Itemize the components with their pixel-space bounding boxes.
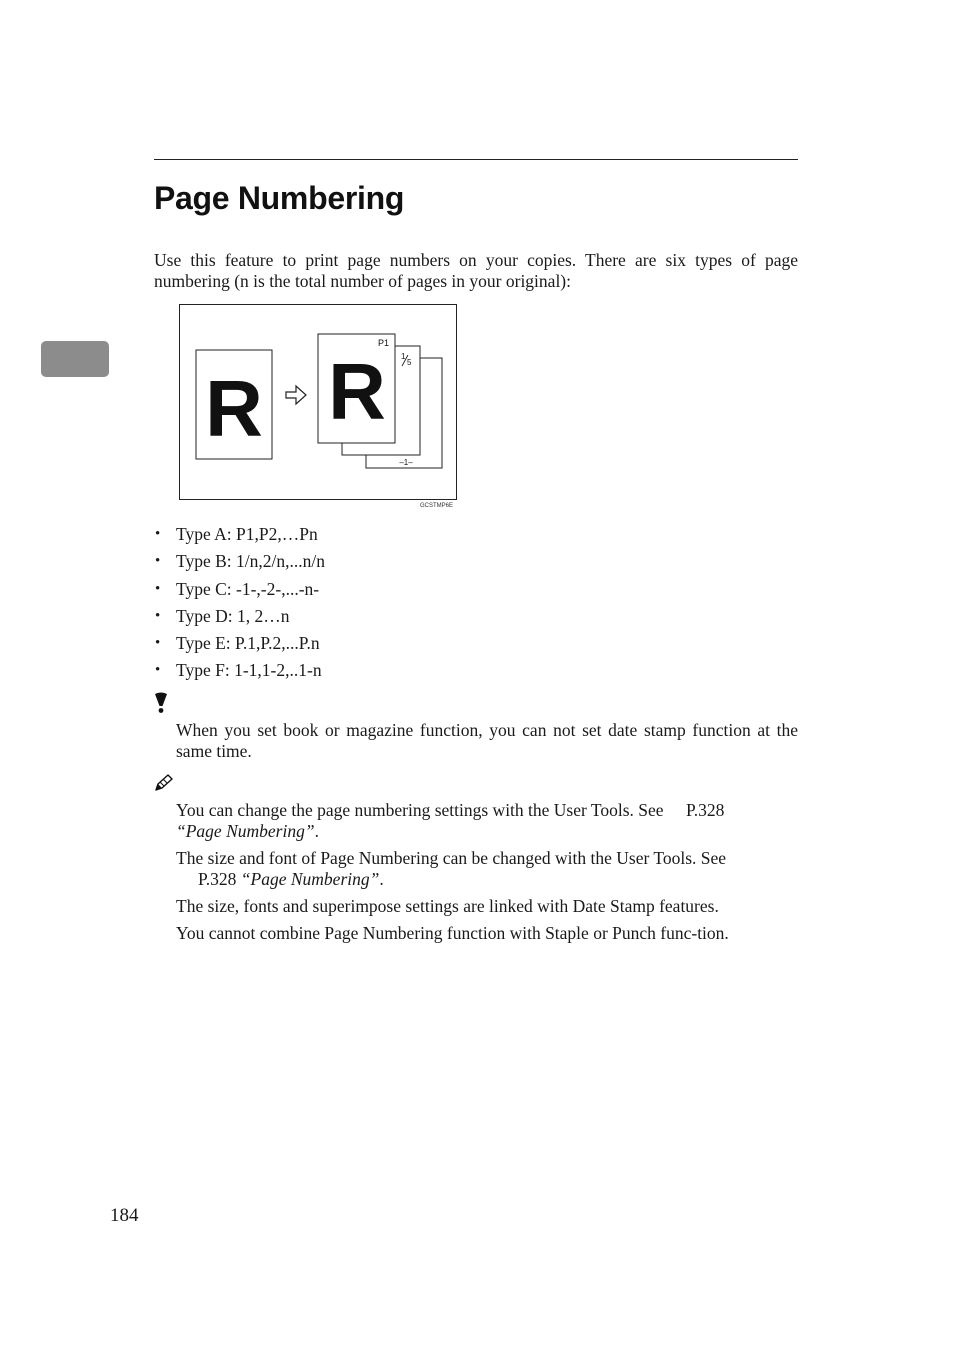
note-4: You cannot combine Page Numbering function with Staple or Punch func-tion. <box>176 923 729 943</box>
list-item: • Type A: P1,P2,…Pn <box>154 523 325 550</box>
note-2-text: The size and font of Page Numbering can be changed with the User Tools. See <box>176 848 727 868</box>
list-item: • Type C: -1-,-2-,...-n- <box>154 578 325 605</box>
page-number: 184 <box>110 1205 139 1226</box>
original-letter: R <box>205 364 263 453</box>
page-numbering-illustration <box>179 304 457 500</box>
type-list <box>154 523 325 687</box>
list-item: • Type B: 1/n,2/n,...n/n <box>154 550 325 577</box>
note-1-text: You can change the page numbering settings with the User Tools. See <box>176 800 664 820</box>
note-2-title[interactable]: “Page Numbering” <box>240 868 380 889</box>
arrow-right-icon <box>286 386 306 404</box>
list-item: • Type E: P.1,P.2,...P.n <box>154 632 325 659</box>
chapter-tab <box>41 341 109 377</box>
note-2: The size and font of Page Numbering can be changed with the User Tools. See P.328 “Page Numbering”. <box>176 848 727 889</box>
note-1: You can change the page numbering settings with the User Tools. See P.328 “Page Numbering”. <box>176 800 725 841</box>
label-p1: P1 <box>378 338 390 348</box>
note-1-title[interactable]: “Page Numbering” <box>176 820 315 841</box>
note-1-page-ref[interactable]: P.328 <box>685 800 725 820</box>
header-rule <box>154 159 798 160</box>
list-item: • Type F: 1-1,1-2,..1-n <box>154 659 325 686</box>
note-2-page-ref[interactable]: P.328 <box>198 868 237 889</box>
important-text: When you set book or magazine function, you can not set date stamp function at the same time. <box>176 720 798 761</box>
important-icon <box>153 692 169 714</box>
page-title: Page Numbering <box>154 180 405 216</box>
intro-paragraph: Use this feature to print page numbers on your copies. There are six types of page numbering (n is the total number of pages in your original): <box>154 250 798 291</box>
list-item: • Type D: 1, 2…n <box>154 605 325 632</box>
figure-code: GCSTMP6E <box>420 503 454 509</box>
note-icon <box>153 773 175 793</box>
copy-letter: R <box>328 347 386 436</box>
fraction-numerator: 1 <box>401 352 406 361</box>
fraction-denominator: 5 <box>407 358 412 367</box>
note-3: The size, fonts and superimpose settings are linked with Date Stamp features. <box>176 896 719 916</box>
label-dash: –1– <box>399 458 413 467</box>
